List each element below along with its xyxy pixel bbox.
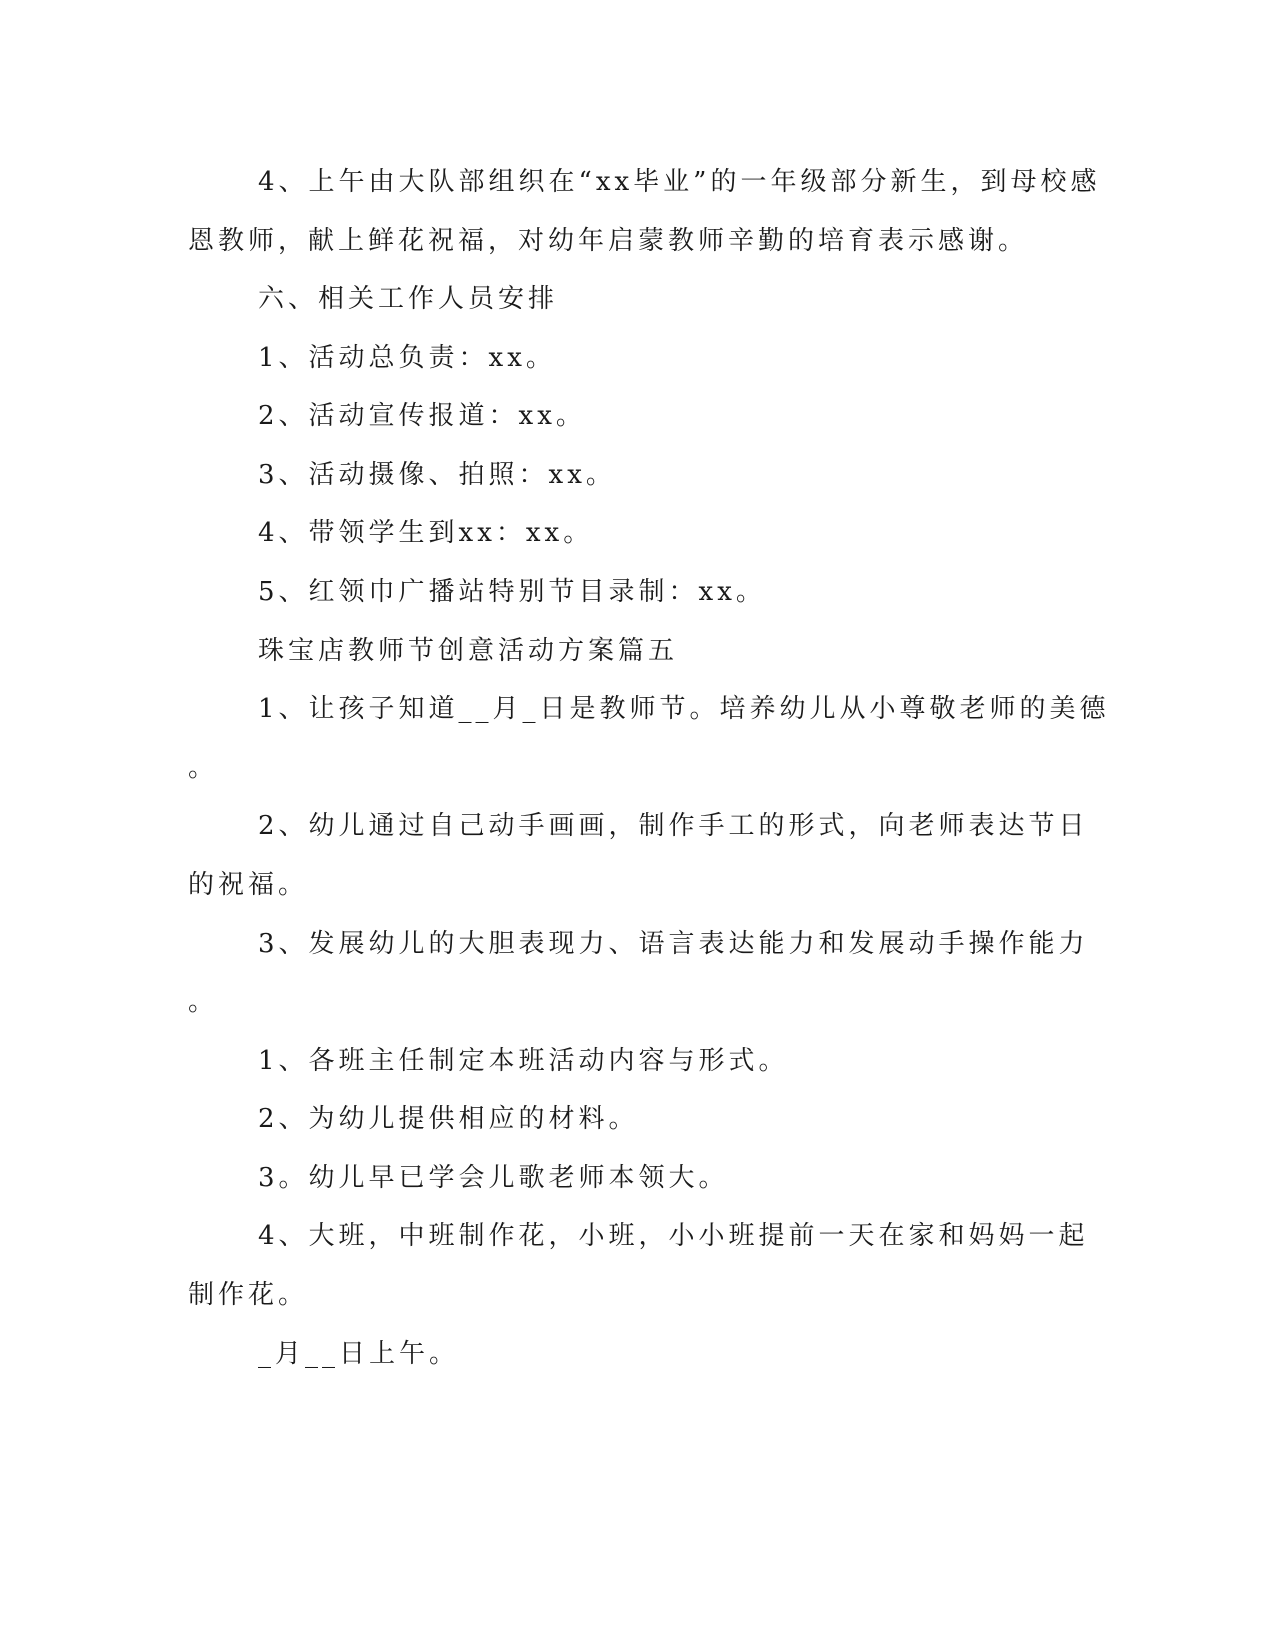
paragraph-line: 1、让孩子知道__月_日是教师节。培养幼儿从小尊敬老师的美德 <box>258 694 1110 724</box>
paragraph-line: 3、发展幼儿的大胆表现力、语言表达能力和发展动手操作能力 <box>258 929 1089 959</box>
paragraph-line: 4、上午由大队部组织在“xx毕业”的一年级部分新生，到母校感 <box>258 167 1101 197</box>
paragraph-line: 4、大班，中班制作花，小班，小小班提前一天在家和妈妈一起 <box>258 1221 1089 1251</box>
list-item: 4、带领学生到xx：xx。 <box>258 518 594 548</box>
section-heading: 六、相关工作人员安排 <box>258 284 559 314</box>
paragraph-line: 的祝福。 <box>188 870 309 900</box>
paragraph-line: 恩教师，献上鲜花祝福，对幼年启蒙教师辛勤的培育表示感谢。 <box>188 226 1029 256</box>
list-item: 5、红领巾广播站特别节目录制：xx。 <box>258 577 766 607</box>
list-item: 1、各班主任制定本班活动内容与形式。 <box>258 1046 789 1076</box>
paragraph-line: 2、幼儿通过自己动手画画，制作手工的形式，向老师表达节日 <box>258 811 1089 841</box>
list-item: 2、活动宣传报道：xx。 <box>258 401 586 431</box>
paragraph-line: 。 <box>188 753 219 783</box>
paragraph-line: 。 <box>188 987 219 1017</box>
section-heading: 珠宝店教师节创意活动方案篇五 <box>258 636 679 666</box>
paragraph-line: 制作花。 <box>188 1280 309 1310</box>
list-item: 3。幼儿早已学会儿歌老师本领大。 <box>258 1163 729 1193</box>
list-item: 3、活动摄像、拍照：xx。 <box>258 460 616 490</box>
list-item: 2、为幼儿提供相应的材料。 <box>258 1104 639 1134</box>
paragraph-line: _月__日上午。 <box>258 1339 460 1369</box>
list-item: 1、活动总负责：xx。 <box>258 343 556 373</box>
